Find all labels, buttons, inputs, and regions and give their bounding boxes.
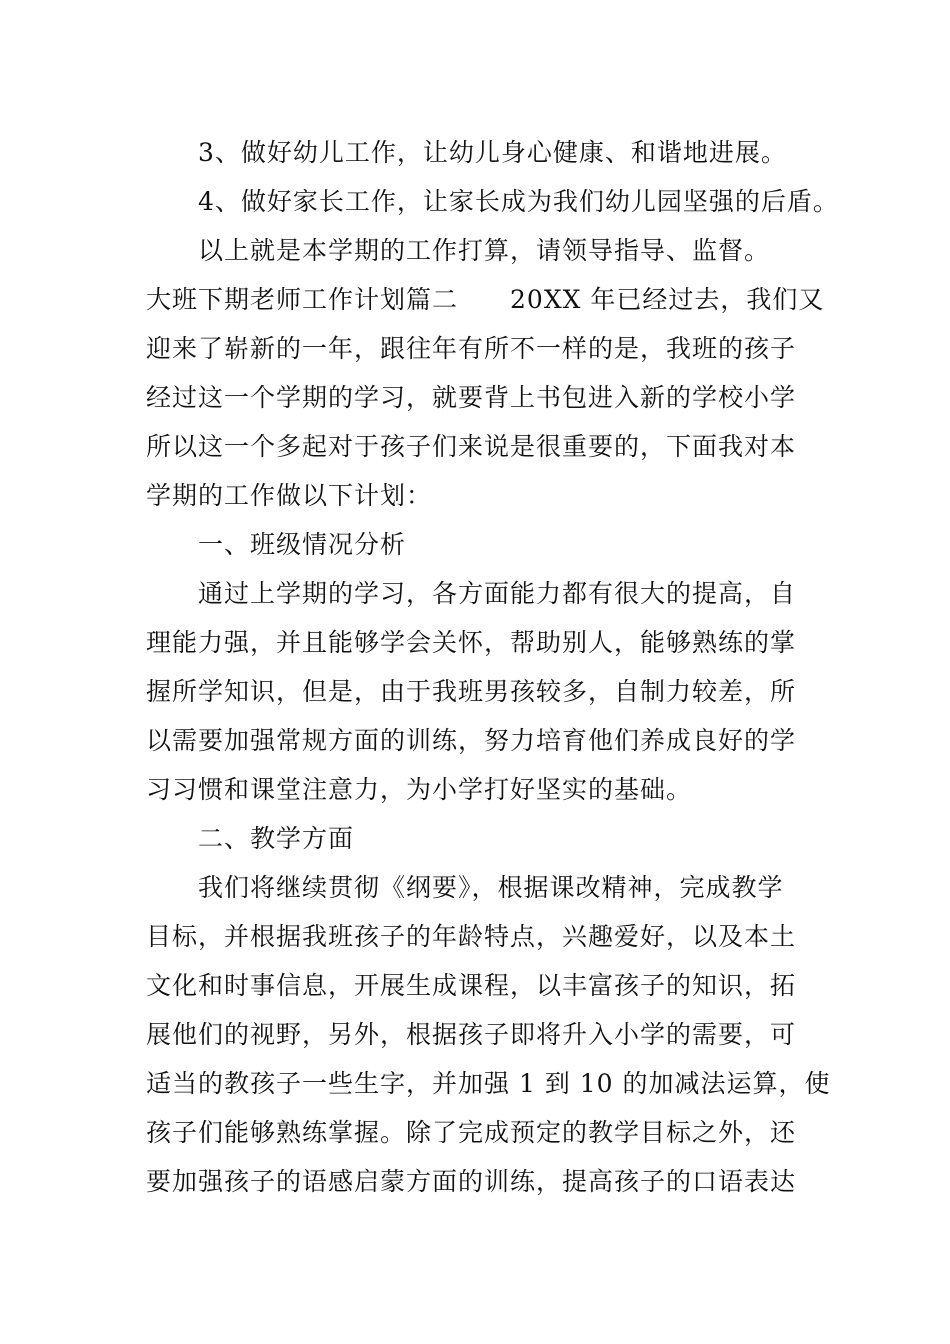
paragraph-line: 握所学知识，但是，由于我班男孩较多，自制力较差，所 (146, 677, 797, 706)
paragraph-line: 适当的教孩子一些生字，并加强 1 到 10 的加减法运算，使 (146, 1069, 831, 1098)
paragraph-line: 4、做好家长工作，让家长成为我们幼儿园坚强的后盾。 (198, 187, 839, 216)
paragraph-line: 迎来了崭新的一年，跟往年有所不一样的是，我班的孩子 (146, 334, 797, 363)
section-intro-text: 20XX 年已经过去，我们又 (510, 285, 825, 314)
paragraph-line: 以上就是本学期的工作打算，请领导指导、监督。 (198, 236, 771, 265)
paragraph-line: 展他们的视野，另外，根据孩子即将升入小学的需要，可 (146, 1020, 797, 1049)
paragraph-line: 通过上学期的学习，各方面能力都有很大的提高，自 (198, 579, 797, 608)
subheading-class-analysis: 一、班级情况分析 (198, 530, 407, 559)
paragraph-line: 理能力强，并且能够学会关怀，帮助别人，能够熟练的掌 (146, 628, 797, 657)
paragraph-line: 要加强孩子的语感启蒙方面的训练，提高孩子的口语表达 (146, 1167, 797, 1196)
paragraph-line: 以需要加强常规方面的训练，努力培育他们养成良好的学 (146, 726, 797, 755)
paragraph-line: 目标，并根据我班孩子的年龄特点，兴趣爱好，以及本土 (146, 922, 797, 951)
subheading-teaching: 二、教学方面 (198, 824, 355, 853)
document-body (146, 128, 839, 1206)
section-heading: 大班下期老师工作计划篇二 (146, 285, 459, 314)
paragraph-line: 我们将继续贯彻《纲要》，根据课改精神，完成教学 (198, 873, 784, 902)
paragraph-line: 习习惯和课堂注意力，为小学打好坚实的基础。 (146, 775, 693, 804)
section-title-line (146, 275, 825, 324)
paragraph-line: 孩子们能够熟练掌握。除了完成预定的教学目标之外，还 (146, 1118, 797, 1147)
paragraph-line: 3、做好幼儿工作，让幼儿身心健康、和谐地进展。 (198, 138, 787, 167)
paragraph-line: 文化和时事信息，开展生成课程，以丰富孩子的知识，拓 (146, 971, 797, 1000)
paragraph-line: 经过这一个学期的学习，就要背上书包进入新的学校小学 (146, 383, 797, 412)
paragraph-line: 学期的工作做以下计划： (146, 481, 433, 510)
paragraph-line: 所以这一个多起对于孩子们来说是很重要的，下面我对本 (146, 432, 797, 461)
